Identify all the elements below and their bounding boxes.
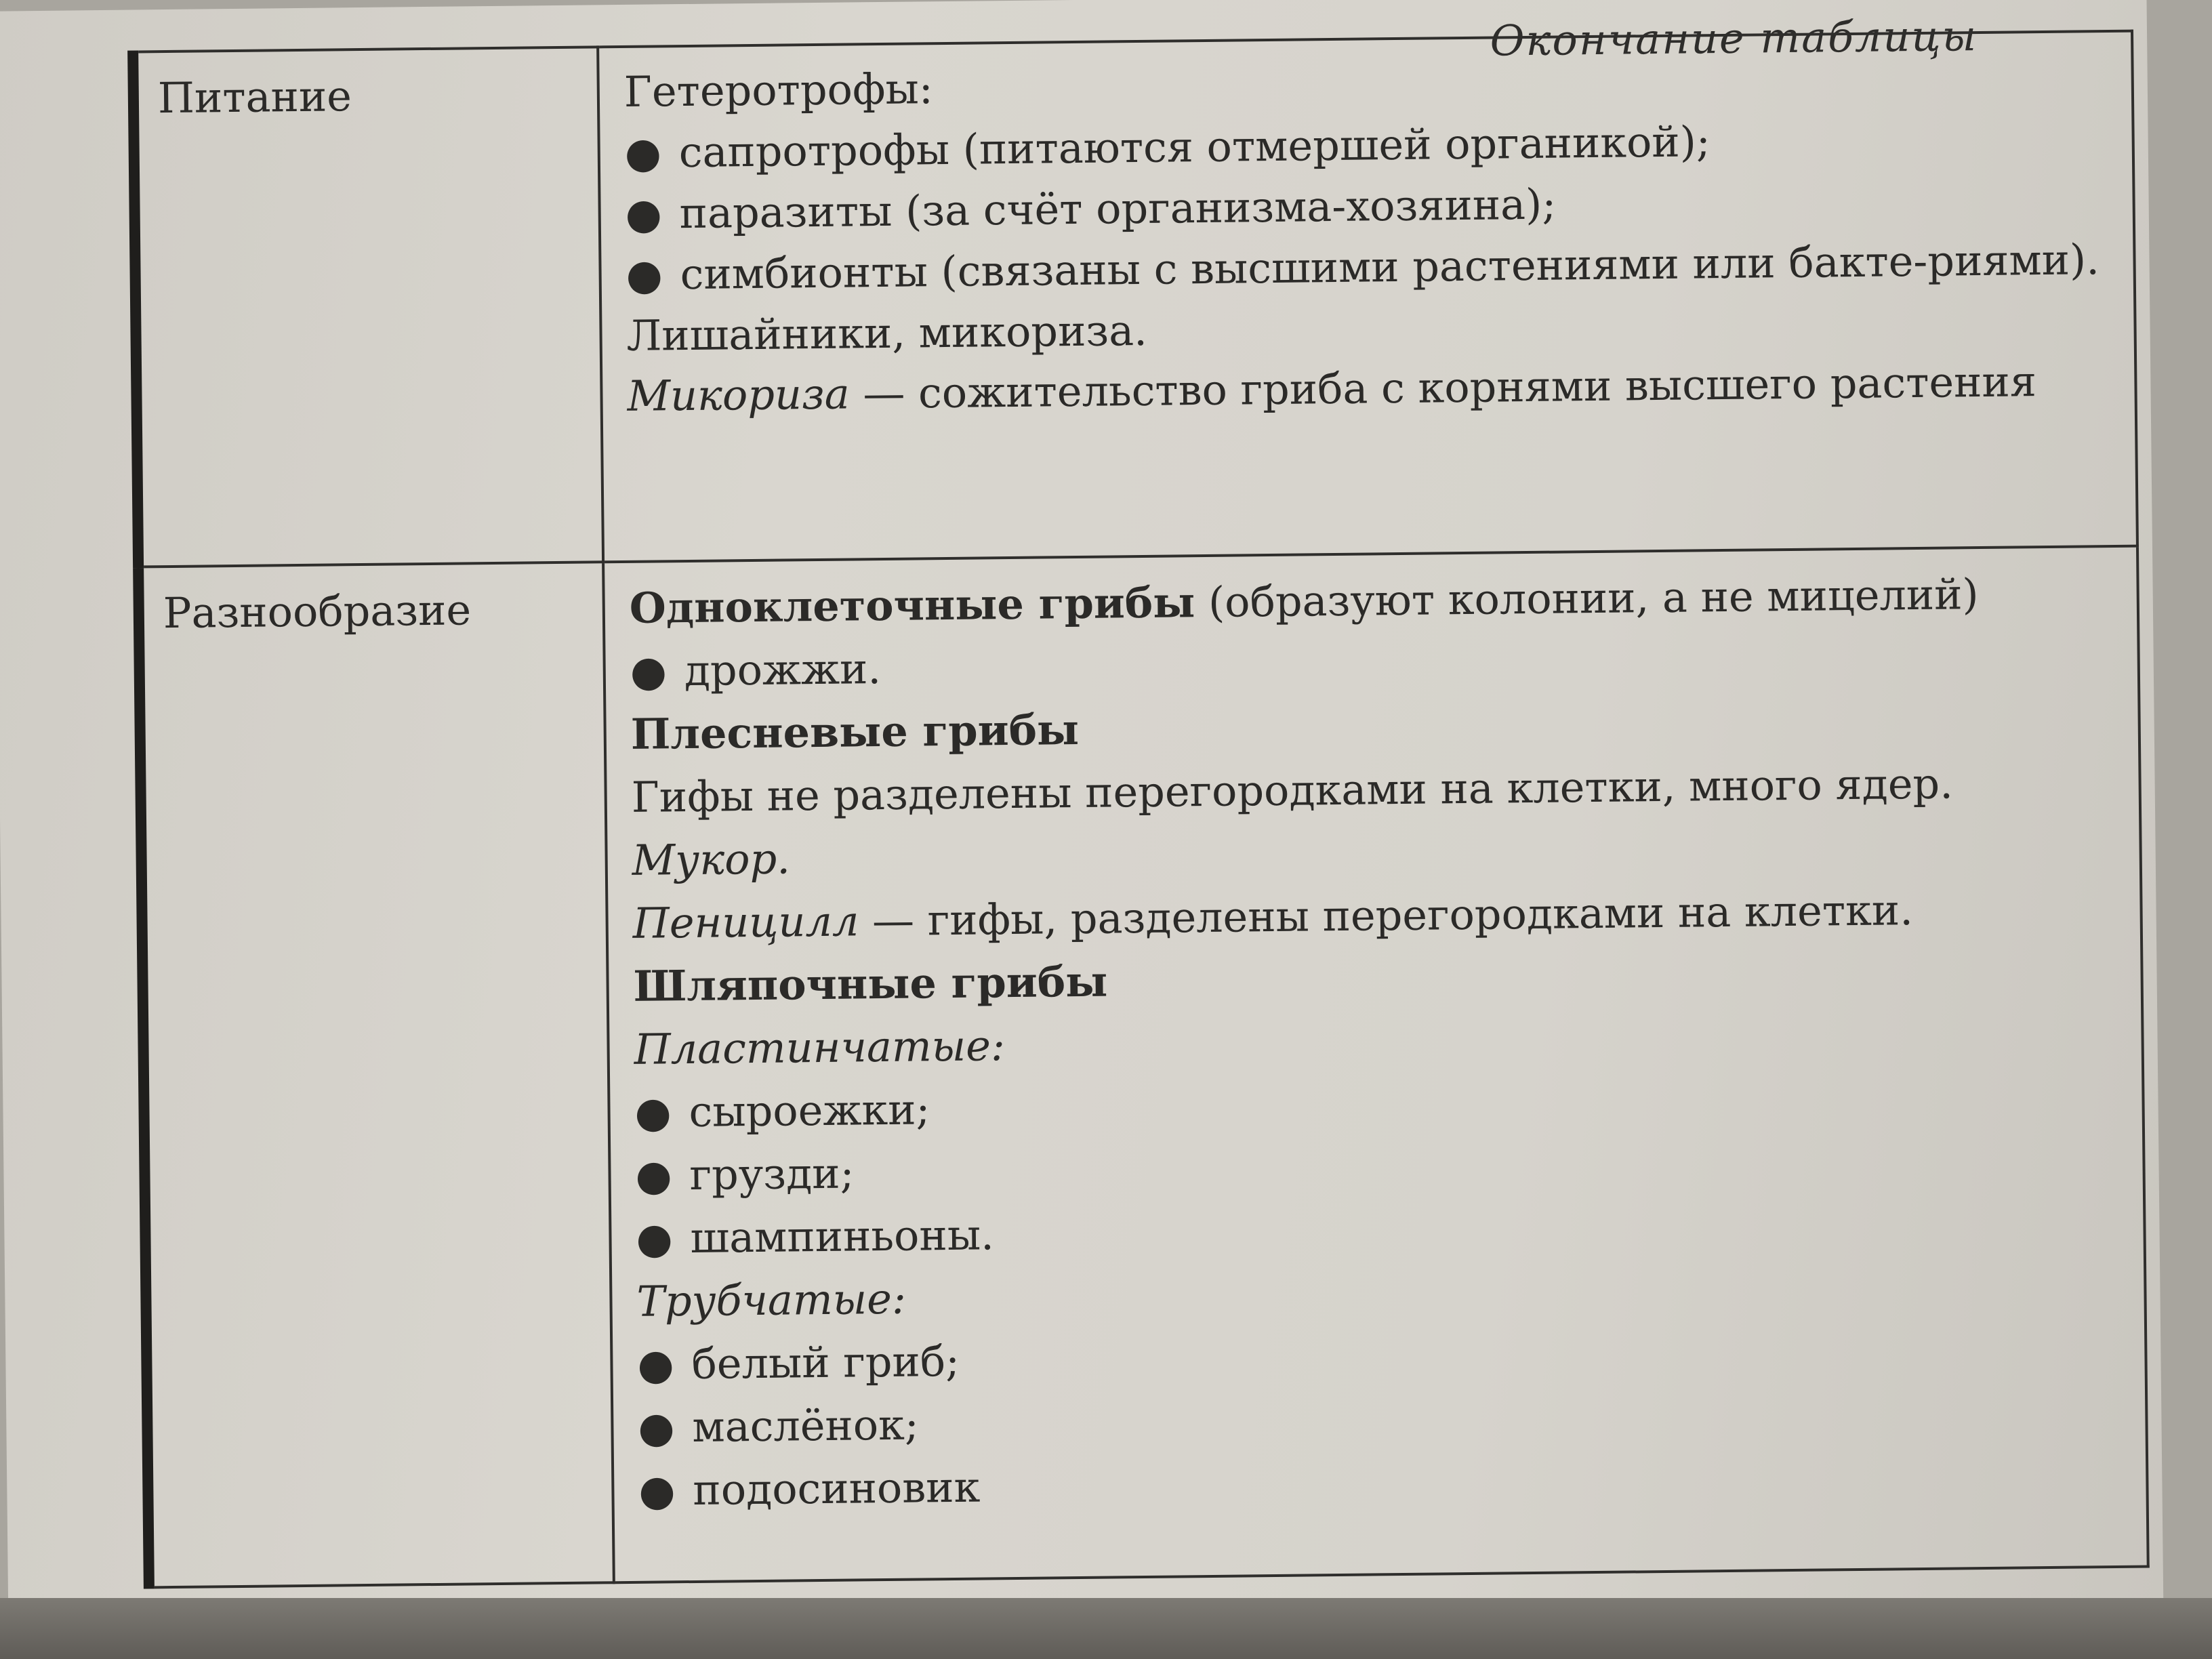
row-label-nutrition: Питание (133, 47, 603, 567)
bullet-icon: ● (626, 249, 663, 300)
bullet-icon: ● (638, 1465, 676, 1515)
mold-title: Плесневые грибы (630, 704, 1080, 759)
row-label-diversity: Разнообразие (138, 562, 614, 1587)
definition-term: Микориза (627, 369, 851, 422)
lamellar-title: Пластинчатые: (634, 1021, 1006, 1074)
row-content-diversity (603, 546, 2148, 1583)
list-item: ● маслёнок; (638, 1380, 2121, 1459)
mold-text: Гифы не разделены перегородками на клетки, много ядер. (631, 758, 1954, 822)
list-item: ● подосиновик (638, 1443, 2122, 1522)
definition-text: — сожительство гриба с корнями высшего растения (849, 356, 2037, 419)
table-continuation-caption: Окончание таблицы (1490, 11, 1978, 66)
table-row-nutrition (133, 31, 2137, 567)
mukor-text: Мукор. (632, 834, 791, 885)
tubular-bullet-list (637, 1317, 2122, 1522)
unicellular-title: Одноклеточные грибы (629, 577, 1195, 633)
list-item: ● симбионты (связаны с высшими растениями или бакте-риями). (626, 229, 2109, 306)
bullet-icon: ● (637, 1339, 674, 1389)
table-row-diversity (138, 546, 2148, 1588)
nutrition-bullet-list (624, 107, 2109, 306)
bullet-icon: ● (624, 127, 662, 178)
lamellar-bullet-list (634, 1065, 2119, 1270)
page-bottom-edge (0, 1598, 2212, 1659)
bullet-icon: ● (634, 1087, 672, 1137)
unicellular-note: (образуют колонии, а не мицелий) (1194, 569, 1980, 628)
list-item: ● шампиньоны. (636, 1191, 2119, 1270)
heterotrophs-heading: Гетеротрофы: (623, 64, 934, 117)
list-item: ● сыроежки; (634, 1065, 2118, 1144)
penicill-text: — гифы, разделены перегородками на клетки. (858, 885, 1914, 946)
bullet-icon: ● (625, 188, 663, 239)
list-item: ● сапротрофы (питаются отмершей органикой); (624, 107, 2108, 184)
bullet-icon: ● (635, 1150, 673, 1200)
list-item: ● дрожжи. (630, 624, 2113, 703)
mycorrhiza-definition (627, 357, 2036, 422)
penicill-term: Пеницилл (632, 896, 859, 948)
list-item: ● грузди; (635, 1128, 2118, 1207)
bullet-icon: ● (638, 1402, 675, 1452)
bullet-icon: ● (630, 646, 668, 696)
bullet-icon: ● (636, 1213, 674, 1263)
row-content-nutrition (598, 31, 2137, 562)
list-item: ● белый гриб; (637, 1317, 2121, 1396)
lichens-mycorrhiza-text: Лишайники, микориза. (626, 305, 1148, 361)
tubular-title: Трубчатые: (636, 1273, 907, 1326)
fungi-table (127, 30, 2150, 1589)
cap-fungi-title: Шляпочные грибы (633, 956, 1108, 1011)
list-item: ● паразиты (за счёт организма-хозяина); (625, 168, 2108, 245)
